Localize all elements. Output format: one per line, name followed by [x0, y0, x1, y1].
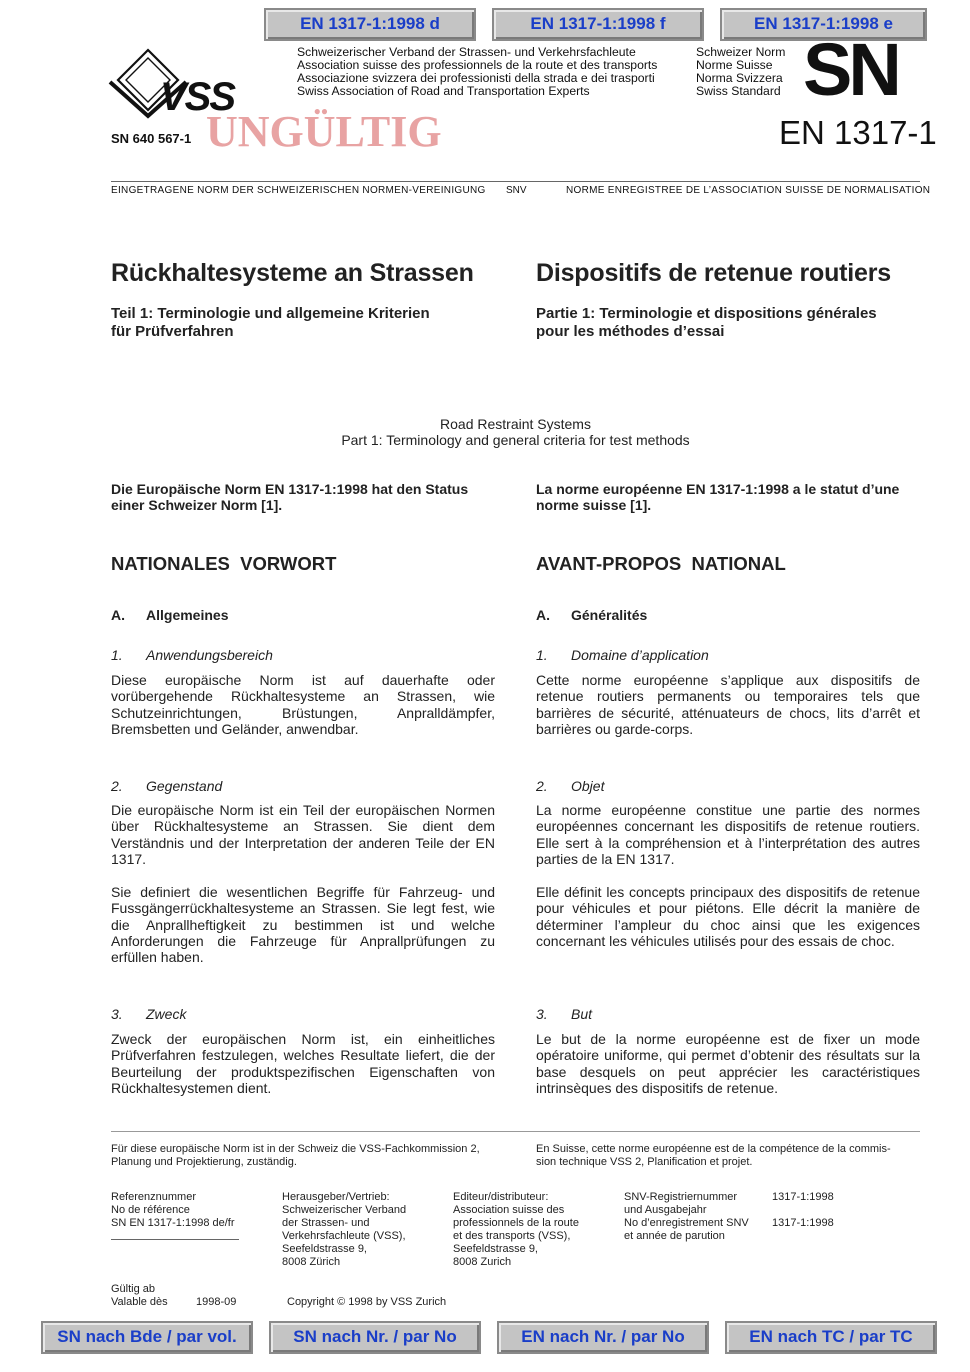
publisher-de-line6: 8008 Zürich: [282, 1256, 341, 1268]
valid-date: 1998-09: [196, 1296, 237, 1308]
paragraph-1-de: Diese europäische Norm ist auf dauerhafte oder vorübergehende Rückhaltesysteme an Strassen, wie Schutzeinrichtungen, Brüstungen, Anpralldämpfer, Bremsbetten und Geländer, anwendbar.: [111, 672, 495, 737]
section-3-de-num: 3.: [111, 1006, 123, 1022]
section-a-de: [111, 607, 228, 623]
section-2-de: [111, 778, 222, 794]
section-2-fr: [536, 778, 604, 794]
publisher-fr-line3: professionnels de la route: [453, 1217, 579, 1229]
paragraph-1-fr: Cette norme européenne s’applique aux dispositifs de retenue routiers permanents ou temporaires tels que barrières de sécurité, atténuateurs de chocs, lits d’arrêt et barrières ou garde-corps.: [536, 672, 920, 737]
snv-value-1: 1317-1:1998: [772, 1191, 834, 1203]
ref-label-de: Referenznummer: [111, 1191, 196, 1203]
snv-reg-line3: No d’enregistrement SNV: [624, 1217, 749, 1229]
ref-underline: [111, 1239, 239, 1240]
snv-value-2: 1317-1:1998: [772, 1217, 834, 1229]
section-1-fr: [536, 647, 709, 663]
title-fr: Dispositifs de retenue routiers: [536, 259, 891, 287]
responsibility-fr-line2: sion technique VSS 2, Planification et projet.: [536, 1156, 753, 1168]
paragraph-3-fr: Le but de la norme européenne est de fixer un mode opératoire uniforme, qui permet d’obtenir des résultats sur la base desquels on peut apprécier les caractéristiques intrinsèques des dispositifs de retenue.: [536, 1031, 920, 1096]
foreword-heading-fr: AVANT-PROPOS NATIONAL: [536, 553, 786, 574]
section-3-de: [111, 1006, 186, 1022]
sn-number: SN 640 567-1: [111, 131, 192, 146]
publisher-fr-line6: 8008 Zurich: [453, 1256, 512, 1268]
section-1-fr-title: Domaine d’application: [571, 647, 709, 663]
paragraph-2a-de: Die europäische Norm ist ein Teil der europäischen Normen über Rückhaltesysteme an Strassen. Sie dient dem Verständnis und der Interpretation der anderen Teile der EN 1317.: [111, 802, 495, 867]
registry-left: EINGETRAGENE NORM DER SCHWEIZERISCHEN NORMEN-VEREINIGUNG: [111, 185, 486, 196]
tab-en-f[interactable]: EN 1317-1:1998 f: [492, 8, 704, 41]
publisher-fr-line2: Association suisse des: [453, 1204, 565, 1216]
subtitle-de: [111, 305, 430, 341]
ref-value: SN EN 1317-1:1998 de/fr: [111, 1217, 235, 1229]
publisher-de-line2: Schweizerischer Verband: [282, 1204, 407, 1216]
responsibility-fr: [536, 1143, 926, 1169]
subtitle-de-line1: Teil 1: Terminologie und allgemeine Kriterien: [111, 305, 430, 322]
en-number: EN 1317-1: [779, 114, 937, 151]
english-title-line2: Part 1: Terminology and general criteria for test methods: [341, 432, 690, 448]
snv-reg-line2: und Ausgabejahr: [624, 1204, 707, 1216]
association-names: [297, 46, 687, 98]
registry-mid: SNV: [506, 185, 527, 196]
subtitle-fr: [536, 305, 877, 341]
copyright: Copyright © 1998 by VSS Zurich: [287, 1296, 447, 1308]
publisher-fr-line1: Editeur/distributeur:: [453, 1191, 549, 1203]
assoc-line-en: Swiss Association of Road and Transportation Experts: [297, 84, 590, 98]
section-2-de-title: Gegenstand: [146, 778, 223, 794]
status-de: Die Europäische Norm EN 1317-1:1998 hat den Status einer Schweizer Norm [1].: [111, 481, 469, 514]
publisher-de: [282, 1191, 442, 1269]
nav-sn-by-volume[interactable]: SN nach Bde / par vol.: [41, 1321, 253, 1354]
tab-en-e[interactable]: EN 1317-1:1998 e: [720, 8, 927, 41]
sn-logo: SN: [803, 28, 898, 111]
invalid-stamp: UNGÜLTIG: [206, 107, 442, 156]
assoc-line-fr: Association suisse des professionnels de la route et des transports: [297, 58, 658, 72]
nav-en-by-number[interactable]: EN nach Nr. / par No: [497, 1321, 709, 1354]
paragraph-2a-fr: La norme européenne constitue une partie des normes européennes concernant les dispositifs de retenue routiers. Elle sert à la compréhension et à l’interprétation des autres parties de la EN 1317.: [536, 802, 920, 867]
norm-line-de: Schweizer Norm: [696, 45, 786, 59]
reference-number: [111, 1191, 261, 1230]
footer-rule: [111, 1131, 920, 1132]
section-1-de: [111, 647, 273, 663]
publisher-de-line3: der Strassen- und: [282, 1217, 370, 1229]
norm-line-en: Swiss Standard: [696, 84, 781, 98]
english-title: [111, 416, 920, 448]
norm-line-it: Norma Svizzera: [696, 71, 783, 85]
responsibility-de: [111, 1143, 511, 1169]
english-title-line1: Road Restraint Systems: [440, 416, 591, 432]
foreword-heading-de: NATIONALES VORWORT: [111, 553, 337, 574]
publisher-fr-line4: et des transports (VSS),: [453, 1230, 571, 1242]
section-a-fr: [536, 607, 647, 623]
responsibility-de-line1: Für diese europäische Norm ist in der Schweiz die VSS-Fachkommission 2,: [111, 1143, 480, 1155]
section-2-fr-num: 2.: [536, 778, 548, 794]
norm-line-fr: Norme Suisse: [696, 58, 773, 72]
paragraph-3-de: Zweck der europäischen Norm ist, ein einheitliches Prüfverfahren festzulegen, welches Resultate liefert, die der Beurteilung der produktspezifischen Eigenschaften von Rückhaltesystemen dient.: [111, 1031, 495, 1096]
section-3-fr-num: 3.: [536, 1006, 548, 1022]
publisher-fr-line5: Seefeldstrasse 9,: [453, 1243, 538, 1255]
section-3-fr-title: But: [571, 1006, 593, 1022]
paragraph-2b-de: Sie definiert die wesentlichen Begriffe für Fahrzeug- und Fussgängerrückhaltesysteme an Strassen. Sie legt fest, wie die Anprallheftigkeit zu bestimmen ist und welche Anforderungen die Fahrzeuge für Anprallprüfungen zu erfüllen haben.: [111, 884, 495, 966]
snv-reg-line4: et année de parution: [624, 1230, 725, 1242]
responsibility-fr-line1: En Suisse, cette norme européenne est de la compétence de la commis-: [536, 1143, 891, 1155]
vss-logo-text: VSS: [160, 75, 235, 119]
registry-right: NORME ENREGISTREE DE L’ASSOCIATION SUISSE DE NORMALISATION: [566, 185, 931, 196]
tab-en-d[interactable]: EN 1317-1:1998 d: [264, 8, 476, 41]
publisher-fr: [453, 1191, 613, 1269]
responsibility-de-line2: Planung und Projektierung, zuständig.: [111, 1156, 297, 1168]
snv-registration: [624, 1191, 774, 1243]
assoc-line-de: Schweizerischer Verband der Strassen- und Verkehrsfachleute: [297, 45, 636, 59]
registry-rule: [111, 181, 920, 182]
section-2-fr-title: Objet: [571, 778, 605, 794]
section-a-fr-title: Généralités: [571, 607, 648, 623]
title-de: Rückhaltesysteme an Strassen: [111, 259, 474, 287]
publisher-de-line1: Herausgeber/Vertrieb:: [282, 1191, 390, 1203]
section-2-de-num: 2.: [111, 778, 123, 794]
status-fr: La norme européenne EN 1317-1:1998 a le statut d’une norme suisse [1].: [536, 481, 900, 514]
nav-en-by-tc[interactable]: EN nach TC / par TC: [725, 1321, 937, 1354]
section-a-de-num: A.: [111, 607, 125, 623]
norm-type-names: [696, 46, 806, 98]
section-a-fr-num: A.: [536, 607, 550, 623]
section-3-fr: [536, 1006, 592, 1022]
paragraph-2b-fr: Elle définit les concepts principaux des dispositifs de retenue pour véhicules et pour piétons. Elle décrit la manière de déterminer l’ampleur du choc ainsi que les exigences concernant les véhicules utilisés pour des essais de choc.: [536, 884, 920, 949]
snv-reg-line1: SNV-Registriernummer: [624, 1191, 738, 1203]
subtitle-de-line2: für Prüfverfahren: [111, 323, 234, 340]
ref-label-fr: No de référence: [111, 1204, 190, 1216]
nav-sn-by-number[interactable]: SN nach Nr. / par No: [269, 1321, 481, 1354]
assoc-line-it: Associazione svizzera dei professionisti della strada e dei trasporti: [297, 71, 655, 85]
section-3-de-title: Zweck: [146, 1006, 187, 1022]
section-1-de-num: 1.: [111, 647, 123, 663]
section-a-de-title: Allgemeines: [146, 607, 229, 623]
valid-from-de: Gültig ab: [111, 1283, 156, 1295]
section-1-fr-num: 1.: [536, 647, 548, 663]
valid-from-fr: Valable dès: [111, 1296, 168, 1308]
section-1-de-title: Anwendungsbereich: [146, 647, 273, 663]
subtitle-fr-line2: pour les méthodes d’essai: [536, 323, 725, 340]
subtitle-fr-line1: Partie 1: Terminologie et dispositions générales: [536, 305, 877, 322]
publisher-de-line4: Verkehrsfachleute (VSS),: [282, 1230, 406, 1242]
publisher-de-line5: Seefeldstrasse 9,: [282, 1243, 367, 1255]
